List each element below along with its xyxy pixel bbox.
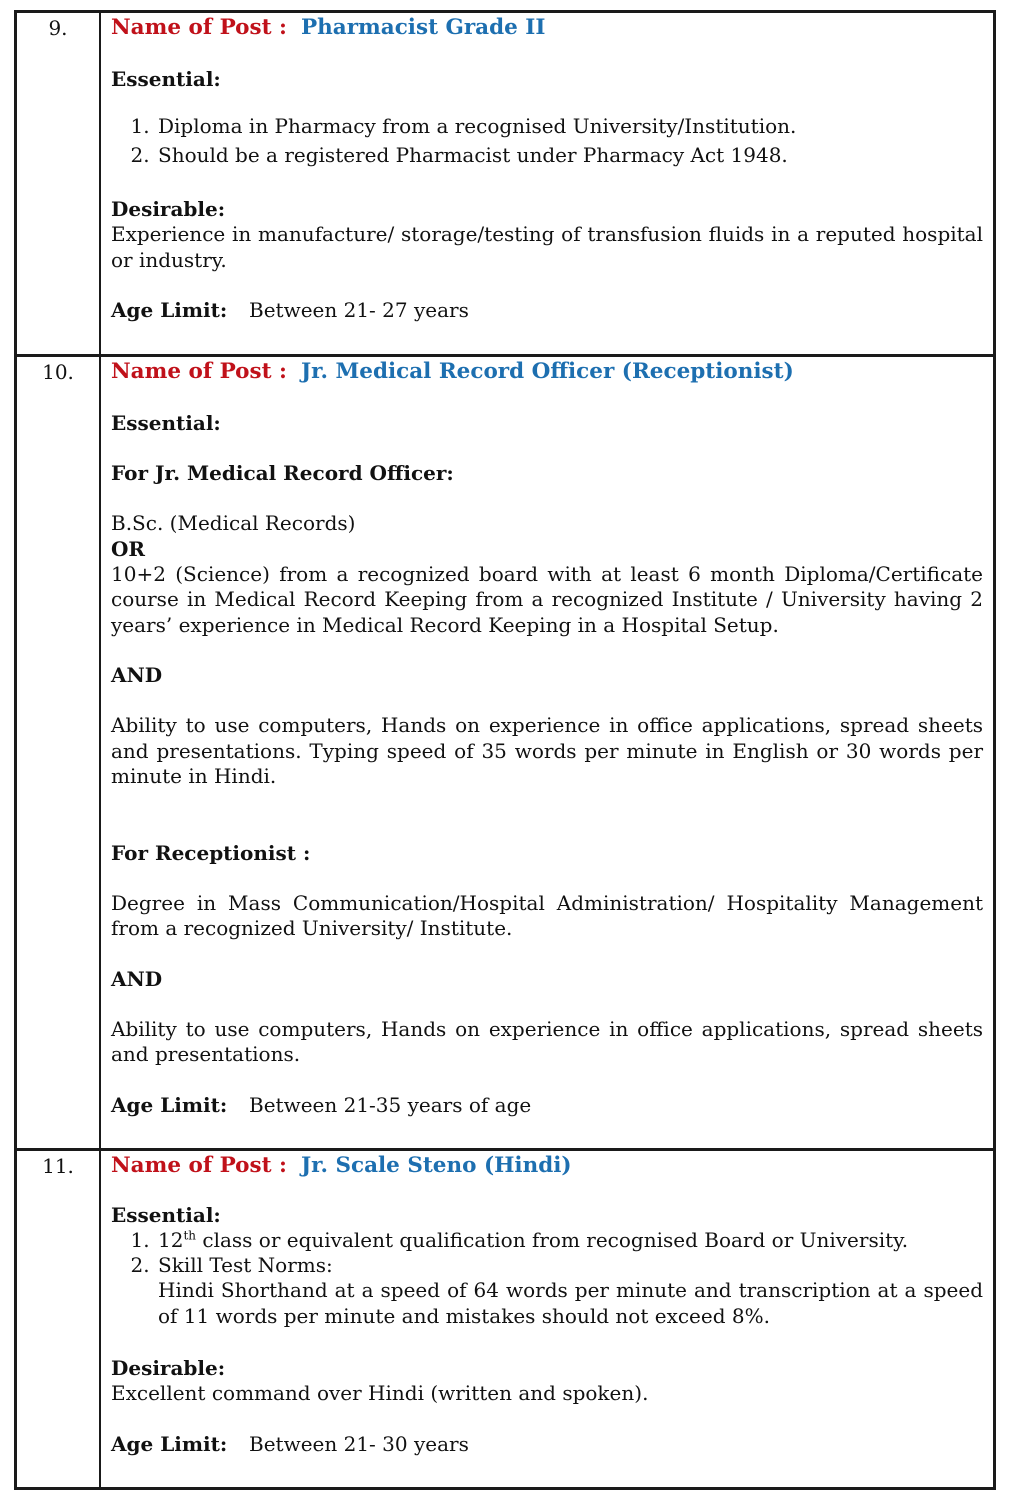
desirable-heading: Desirable:	[111, 197, 226, 221]
age-limit-value: Between 21- 27 years	[249, 298, 469, 322]
age-limit-label: Age Limit:	[111, 298, 228, 322]
jmro-qualification-2: 10+2 (Science) from a recognized board with at least 6 month Diploma/Certificate course in Medical Record Keeping from a recognized Institute / University having 2 years’ experience in Medical Record Keeping in a Hospital Setup.	[111, 561, 983, 637]
age-limit	[111, 297, 983, 323]
or-separator: OR	[111, 536, 146, 561]
post-name: Pharmacist Grade II	[300, 15, 546, 40]
post-details	[101, 13, 993, 354]
desirable-heading: Desirable:	[111, 1356, 226, 1380]
post-title	[111, 1152, 983, 1180]
post-name: Jr. Medical Record Officer (Receptionist)	[300, 359, 794, 384]
essential-heading: Essential:	[111, 67, 221, 91]
essential-heading: Essential:	[111, 1203, 221, 1227]
jmro-heading: For Jr. Medical Record Officer:	[111, 461, 454, 485]
qualification-table	[14, 10, 996, 1490]
receptionist-computer-skills: Ability to use computers, Hands on experience in office applications, spread sheets and presentations.	[111, 1016, 983, 1066]
post-details	[101, 1151, 993, 1487]
age-limit-value: Between 21- 30 years	[249, 1431, 469, 1456]
essential-list	[111, 1228, 983, 1329]
age-limit-label: Age Limit:	[111, 1092, 228, 1117]
and-separator: AND	[111, 663, 163, 687]
jmro-computer-skills: Ability to use computers, Hands on experience in office applications, spread sheets and presentations. Typing speed of 35 words per minute in English or 30 words per minute in Hindi.	[111, 713, 983, 788]
list-item: 2. Should be a registered Pharmacist under Pharmacy Act 1948.	[156, 141, 983, 170]
receptionist-heading: For Receptionist :	[111, 840, 311, 865]
post-title	[111, 358, 983, 386]
essential-list	[111, 112, 983, 170]
list-item	[156, 1253, 983, 1329]
serial-number: 11.	[17, 1151, 101, 1487]
table-row	[17, 13, 993, 354]
post-title	[111, 14, 983, 42]
skill-test-detail: Hindi Shorthand at a speed of 64 words per minute and transcription at a speed of 11 words per minute and mistakes should not exceed 8%.	[158, 1278, 983, 1328]
skill-test-label: 2. Skill Test Norms:	[158, 1253, 333, 1277]
age-limit	[111, 1431, 983, 1457]
post-label: Name of Post :	[111, 359, 287, 384]
desirable-text: Experience in manufacture/ storage/testing of transfusion fluids in a reputed hospital or industry.	[111, 222, 983, 272]
post-label: Name of Post :	[111, 1153, 287, 1178]
receptionist-degree: Degree in Mass Communication/Hospital Administration/ Hospitality Management from a recognized University/ Institute.	[111, 890, 983, 940]
essential-heading: Essential:	[111, 411, 221, 435]
serial-number: 10.	[17, 357, 101, 1148]
post-details	[101, 357, 993, 1148]
age-limit-value: Between 21-35 years of age	[249, 1092, 532, 1117]
age-limit	[111, 1092, 983, 1118]
list-item: 1. Diploma in Pharmacy from a recognised University/Institution.	[156, 112, 983, 141]
table-row	[17, 1148, 993, 1487]
and-separator: AND	[111, 966, 163, 991]
serial-number: 9.	[17, 13, 101, 354]
list-item: 1. 12th class or equivalent qualification from recognised Board or University.	[156, 1228, 983, 1253]
age-limit-label: Age Limit:	[111, 1431, 228, 1456]
desirable-text: Excellent command over Hindi (written and spoken).	[111, 1381, 649, 1405]
post-name: Jr. Scale Steno (Hindi)	[300, 1153, 572, 1178]
jmro-qualification-1: B.Sc. (Medical Records)	[111, 511, 356, 535]
post-label: Name of Post :	[111, 15, 287, 40]
table-row	[17, 354, 993, 1148]
